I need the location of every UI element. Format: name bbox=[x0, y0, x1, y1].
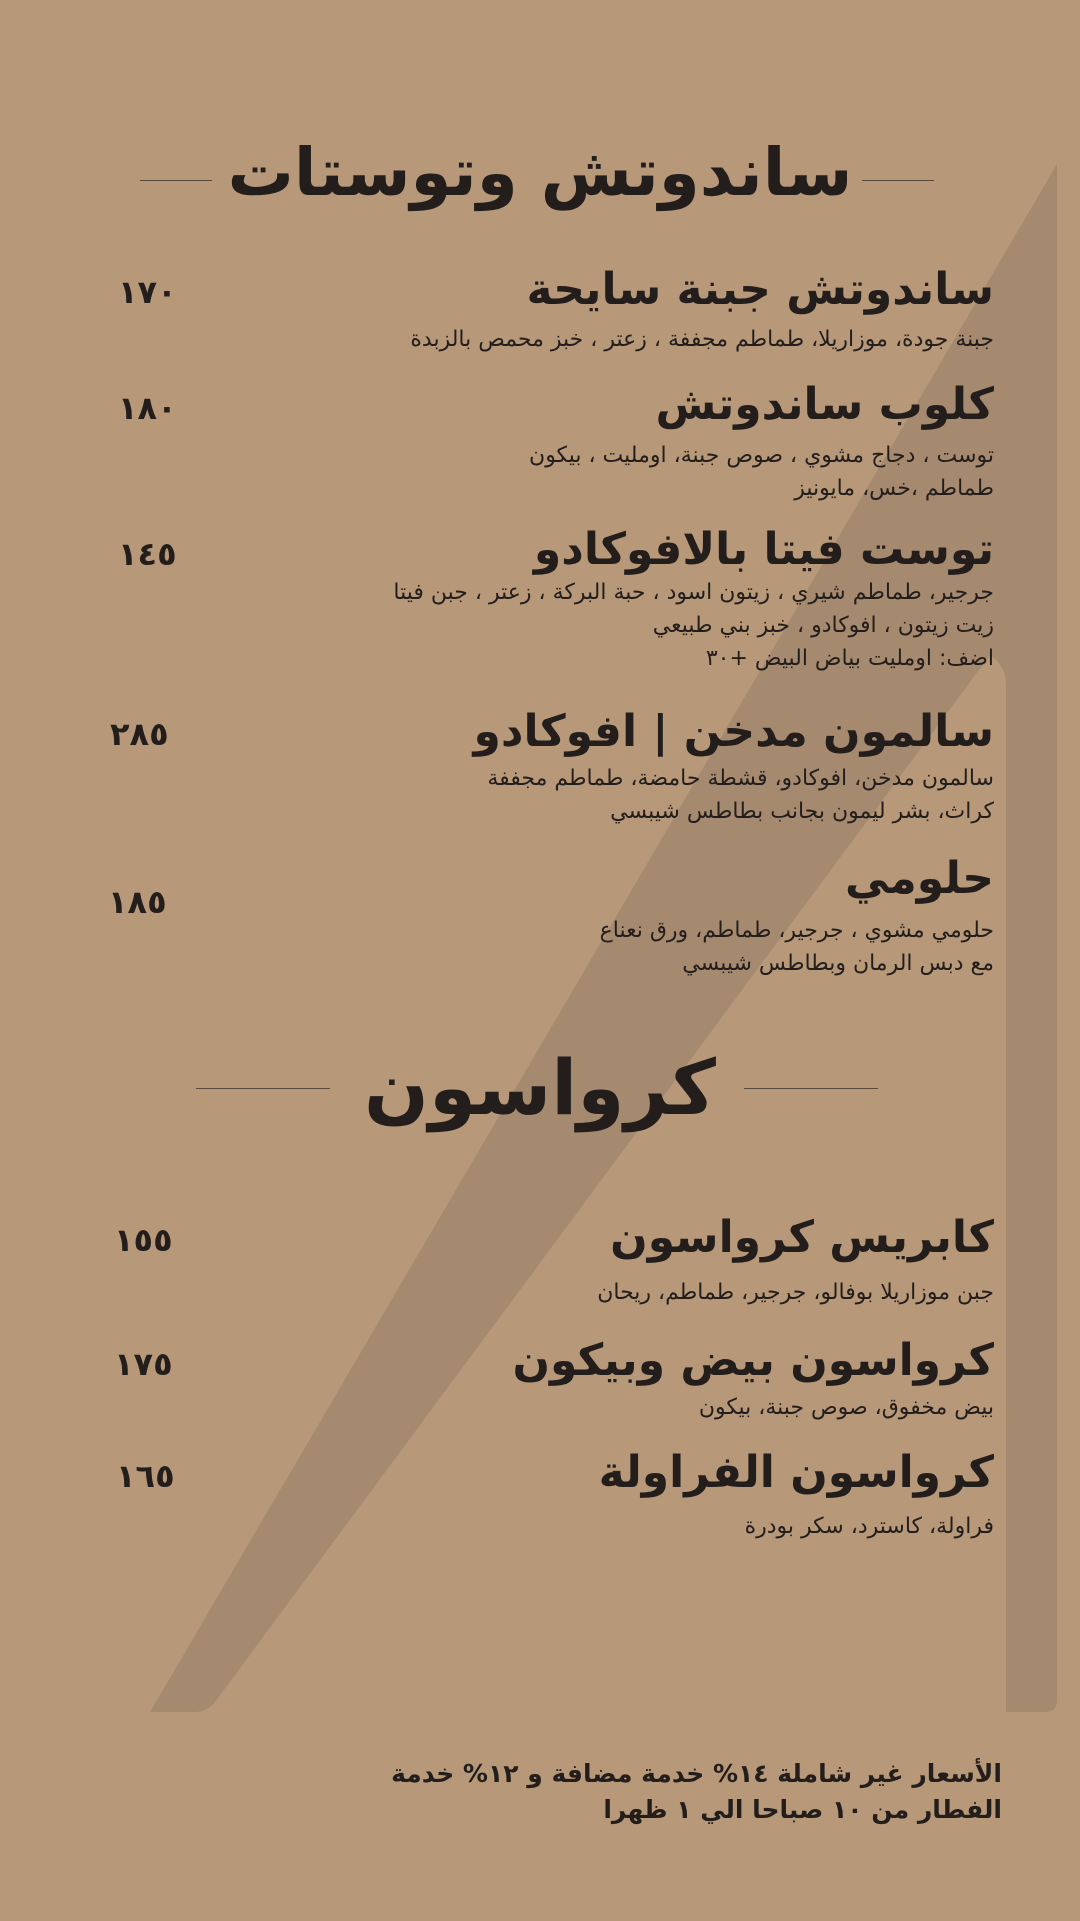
item-price: ١٤٥ bbox=[118, 535, 177, 573]
item-price: ١٨٠ bbox=[118, 389, 177, 427]
description-line: جبن موزاريلا بوفالو، جرجير، طماطم، ريحان bbox=[597, 1280, 994, 1305]
description-line: زيت زيتون ، افوكادو ، خبز بني طبيعي bbox=[652, 613, 994, 638]
item-name: ساندوتش جبنة سايحة bbox=[526, 264, 994, 315]
description-line: كراث، بشر ليمون بجانب بطاطس شيبسي bbox=[610, 799, 994, 824]
item-name: حلومي bbox=[844, 853, 994, 904]
footer-line-hours: الفطار من ١٠ صباحا الي ١ ظهرا bbox=[603, 1795, 1002, 1824]
description-line: جبنة جودة، موزاريلا، طماطم مجففة ، زعتر ، خبز محمص بالزبدة bbox=[410, 327, 994, 352]
item-price: ١٧٠ bbox=[118, 273, 177, 311]
item-price: ١٧٥ bbox=[114, 1345, 173, 1383]
item-description bbox=[274, 439, 994, 505]
description-line: اضف: اومليت بياض البيض +٣٠ bbox=[705, 646, 994, 671]
item-price: ١٨٥ bbox=[108, 883, 167, 921]
footer-line-tax: الأسعار غير شاملة ١٤% خدمة مضافة و ١٢% خدمة bbox=[391, 1759, 1002, 1788]
item-price: ١٥٥ bbox=[114, 1221, 173, 1259]
item-name: توست فيتا بالافوكادو bbox=[533, 524, 994, 575]
item-name: سالمون مدخن | افوكادو bbox=[473, 706, 994, 757]
item-price: ١٦٥ bbox=[116, 1457, 175, 1495]
item-name: كرواسون الفراولة bbox=[598, 1447, 994, 1498]
item-price: ٢٨٥ bbox=[110, 715, 169, 753]
item-description bbox=[274, 914, 994, 980]
item-description bbox=[274, 576, 994, 675]
description-line: حلومي مشوي ، جرجير، طماطم، ورق نعناع bbox=[599, 918, 994, 943]
section-title-sandwiches: ساندوتش وتوستات bbox=[227, 134, 853, 211]
description-line: مع دبس الرمان وبطاطس شيبسي bbox=[682, 951, 994, 976]
item-description bbox=[274, 762, 994, 828]
item-name: كابريس كرواسون bbox=[610, 1212, 994, 1263]
description-line: طماطم ،خس، مايونيز bbox=[794, 476, 994, 501]
item-description bbox=[274, 323, 994, 356]
description-line: توست ، دجاج مشوي ، صوص جبنة، اومليت ، بيكون bbox=[529, 443, 994, 468]
item-description bbox=[274, 1391, 994, 1424]
description-line: سالمون مدخن، افوكادو، قشطة حامضة، طماطم مجففة bbox=[487, 766, 994, 791]
footer-note bbox=[202, 1756, 1002, 1828]
item-description bbox=[274, 1510, 994, 1543]
item-name: كلوب ساندوتش bbox=[655, 379, 994, 430]
section-title-croissants: كرواسون bbox=[363, 1043, 717, 1132]
description-line: فراولة، كاسترد، سكر بودرة bbox=[744, 1514, 994, 1539]
description-line: جرجير، طماطم شيري ، زيتون اسود ، حبة البركة ، زعتر ، جبن فيتا bbox=[393, 580, 994, 605]
item-name: كرواسون بيض وبيكون bbox=[512, 1335, 994, 1386]
item-description bbox=[274, 1276, 994, 1309]
description-line: بيض مخفوق، صوص جبنة، بيكون bbox=[698, 1395, 994, 1420]
